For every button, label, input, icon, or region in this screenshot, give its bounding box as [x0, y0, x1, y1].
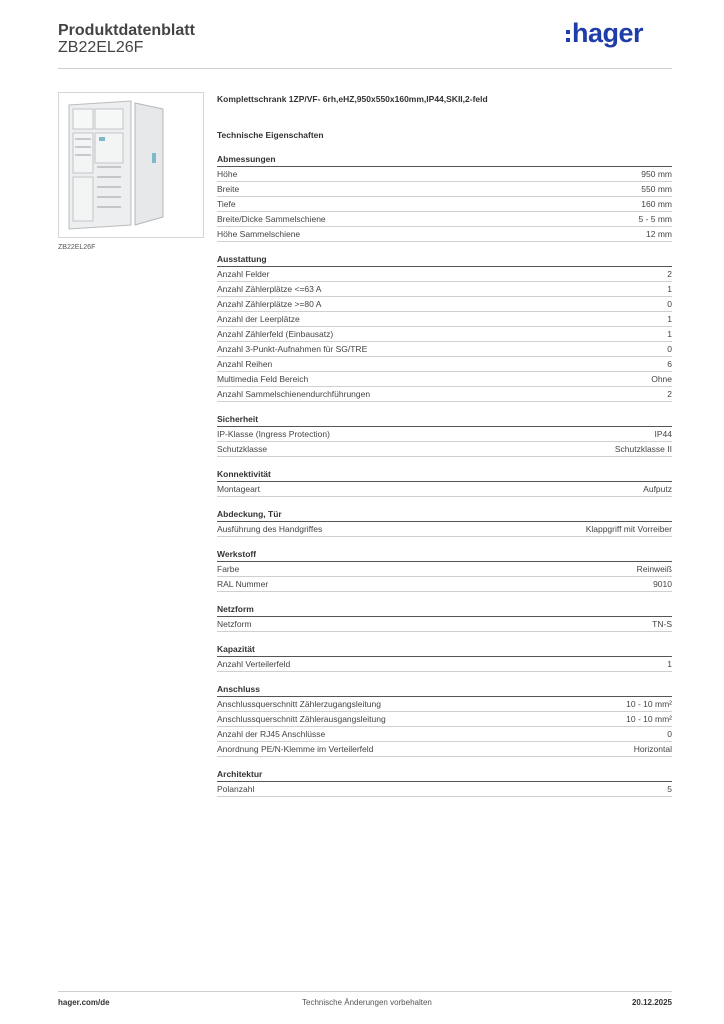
property-label: Anzahl Felder [217, 269, 270, 279]
image-caption: ZB22EL26F [58, 244, 96, 251]
property-value: 10 - 10 mm² [626, 714, 672, 724]
property-label: IP-Klasse (Ingress Protection) [217, 429, 330, 439]
property-label: RAL Nummer [217, 579, 269, 589]
property-label: Anschlussquerschnitt Zählerausgangsleitung [217, 714, 386, 724]
section-title: Abdeckung, Tür [217, 509, 672, 522]
property-section [217, 604, 672, 632]
property-row [217, 182, 672, 197]
property-label: Anzahl 3-Punkt-Aufnahmen für SG/TRE [217, 344, 368, 354]
property-label: Anordnung PE/N-Klemme im Verteilerfeld [217, 744, 374, 754]
logo-dots-icon [566, 30, 570, 42]
property-row [217, 442, 672, 457]
property-value: 2 [667, 269, 672, 279]
section-title: Architektur [217, 769, 672, 782]
property-label: Anzahl Zählerplätze >=80 A [217, 299, 322, 309]
property-value: 5 [667, 784, 672, 794]
property-value: Reinweiß [636, 564, 672, 574]
property-value: 550 mm [641, 184, 672, 194]
property-value: 12 mm [646, 229, 672, 239]
page-title: Produktdatenblatt [58, 22, 195, 39]
property-section [217, 509, 672, 537]
property-label: Anzahl Zählerplätze <=63 A [217, 284, 322, 294]
property-row [217, 357, 672, 372]
property-value: 0 [667, 344, 672, 354]
property-row [217, 782, 672, 797]
property-section [217, 154, 672, 242]
section-title: Kapazität [217, 644, 672, 657]
property-section [217, 414, 672, 457]
property-value: TN-S [652, 619, 672, 629]
property-value: 950 mm [641, 169, 672, 179]
property-row [217, 387, 672, 402]
property-section [217, 644, 672, 672]
section-title: Konnektivität [217, 469, 672, 482]
property-label: Anzahl Verteilerfeld [217, 659, 291, 669]
property-row [217, 312, 672, 327]
property-value: 0 [667, 299, 672, 309]
property-value: Aufputz [643, 484, 672, 494]
property-label: Schutzklasse [217, 444, 268, 454]
cabinet-illustration [59, 93, 203, 237]
property-row [217, 727, 672, 742]
property-label: Anzahl der Leerplätze [217, 314, 300, 324]
property-sections [217, 154, 672, 797]
property-section [217, 254, 672, 402]
property-value: 9010 [653, 579, 672, 589]
property-row [217, 522, 672, 537]
property-row [217, 712, 672, 727]
property-row [217, 742, 672, 757]
logo-text: hager [572, 17, 644, 48]
property-row [217, 562, 672, 577]
section-title: Abmessungen [217, 154, 672, 167]
hager-logo [566, 16, 643, 50]
property-row [217, 617, 672, 632]
property-section [217, 549, 672, 592]
property-row [217, 577, 672, 592]
footer-date: 20.12.2025 [631, 998, 672, 1007]
property-label: Tiefe [217, 199, 236, 209]
section-title: Werkstoff [217, 549, 672, 562]
property-label: Anschlussquerschnitt Zählerzugangsleitung [217, 699, 381, 709]
property-row [217, 482, 672, 497]
property-value: 1 [667, 329, 672, 339]
property-value: IP44 [654, 429, 672, 439]
header-divider [58, 68, 672, 69]
property-value: Schutzklasse II [614, 444, 672, 454]
property-label: Montageart [217, 484, 260, 494]
property-row [217, 212, 672, 227]
property-value: Klappgriff mit Vorreiber [585, 524, 672, 534]
property-label: Anzahl Zählerfeld (Einbausatz) [217, 329, 334, 339]
property-label: Ausführung des Handgriffes [217, 524, 323, 534]
property-label: Farbe [217, 564, 240, 574]
property-label: Anzahl Reihen [217, 359, 273, 369]
article-number: ZB22EL26F [58, 39, 144, 56]
product-description: Komplettschrank 1ZP/VF- 6rh,eHZ,950x550x160mm,IP44,SKII,2-feld [217, 94, 488, 104]
property-value: 5 - 5 mm [638, 214, 672, 224]
property-value: Ohne [651, 374, 672, 384]
section-title: Netzform [217, 604, 672, 617]
footer-disclaimer: Technische Änderungen vorbehalten [302, 998, 432, 1007]
property-label: Anzahl der RJ45 Anschlüsse [217, 729, 326, 739]
property-row [217, 282, 672, 297]
property-label: Breite [217, 184, 240, 194]
property-row [217, 372, 672, 387]
product-image [58, 92, 204, 238]
tech-properties-heading: Technische Eigenschaften [217, 130, 324, 140]
property-row [217, 427, 672, 442]
property-value: 2 [667, 389, 672, 399]
datasheet-content [217, 94, 672, 797]
property-label: Höhe Sammelschiene [217, 229, 301, 239]
property-row [217, 297, 672, 312]
property-label: Netzform [217, 619, 252, 629]
property-value: 1 [667, 284, 672, 294]
property-row [217, 657, 672, 672]
property-label: Polanzahl [217, 784, 255, 794]
property-value: 1 [667, 659, 672, 669]
section-title: Anschluss [217, 684, 672, 697]
property-label: Höhe [217, 169, 238, 179]
property-section [217, 469, 672, 497]
property-value: 1 [667, 314, 672, 324]
property-row [217, 327, 672, 342]
property-row [217, 267, 672, 282]
section-title: Ausstattung [217, 254, 672, 267]
property-label: Multimedia Feld Bereich [217, 374, 309, 384]
property-value: 6 [667, 359, 672, 369]
property-value: 160 mm [641, 199, 672, 209]
footer-website: hager.com/de [58, 998, 110, 1007]
footer-divider [58, 991, 672, 992]
property-section [217, 684, 672, 757]
property-label: Breite/Dicke Sammelschiene [217, 214, 326, 224]
property-value: Horizontal [633, 744, 672, 754]
property-row [217, 227, 672, 242]
property-section [217, 769, 672, 797]
property-row [217, 167, 672, 182]
property-row [217, 197, 672, 212]
property-row [217, 697, 672, 712]
property-label: Anzahl Sammelschienendurchführungen [217, 389, 371, 399]
property-value: 0 [667, 729, 672, 739]
property-value: 10 - 10 mm² [626, 699, 672, 709]
property-row [217, 342, 672, 357]
section-title: Sicherheit [217, 414, 672, 427]
